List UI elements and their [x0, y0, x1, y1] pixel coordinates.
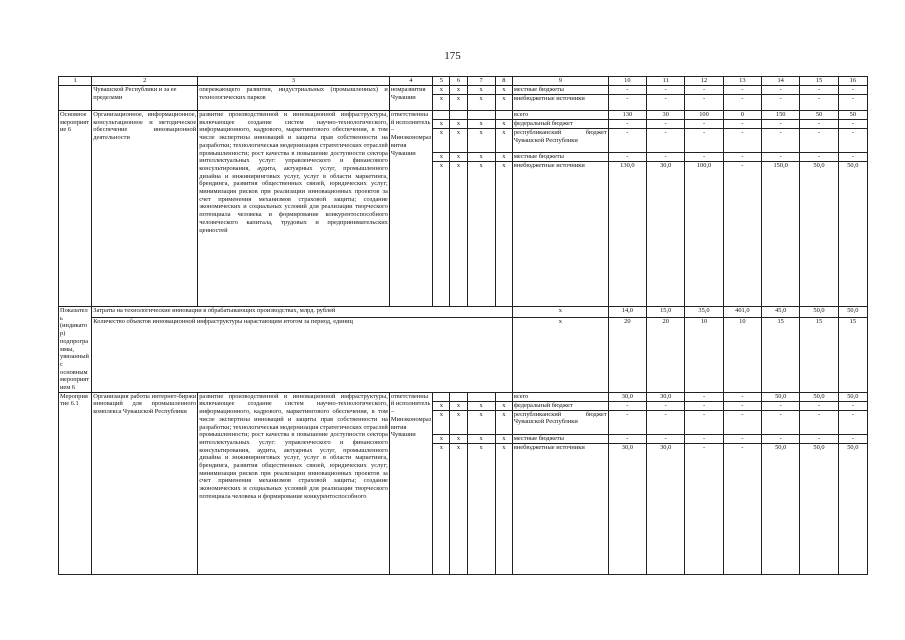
- value-cell: -: [647, 86, 685, 95]
- value-cell: -: [762, 86, 800, 95]
- value-cell: -: [685, 95, 723, 111]
- header-row: [59, 77, 868, 86]
- value-cell: 130: [608, 111, 646, 120]
- value-cell: -: [800, 401, 838, 410]
- value-cell: 50,0: [762, 392, 800, 401]
- value-cell: -: [762, 410, 800, 434]
- funding-table: [58, 76, 868, 575]
- x-mark-cell: x: [467, 153, 495, 162]
- value-cell: -: [608, 95, 646, 111]
- value-cell: 50,0: [838, 443, 867, 574]
- event-name-cell: Организация работы интернет-биржи инноваций для промышленного комплекса Чувашской Республики: [92, 392, 198, 574]
- event-name-cell: Чувашской Республики и за ее пределами: [92, 86, 198, 111]
- value-cell: 30,0: [647, 162, 685, 307]
- column-header: 6: [450, 77, 467, 86]
- value-cell: 130,0: [608, 162, 646, 307]
- x-mark-cell: x: [433, 120, 450, 129]
- x-mark-cell: x: [433, 86, 450, 95]
- value-cell: -: [685, 443, 723, 574]
- x-mark-cell: x: [467, 410, 495, 434]
- goal-cell: опережающего развития, индустриальных (промышленных) и технологических парков: [198, 86, 390, 111]
- value-cell: -: [762, 95, 800, 111]
- value-cell: -: [723, 410, 761, 434]
- x-mark-cell: x: [450, 434, 467, 443]
- value-cell: -: [723, 95, 761, 111]
- value-cell: -: [608, 153, 646, 162]
- x-mark-cell: [450, 111, 467, 120]
- value-cell: 0: [723, 111, 761, 120]
- funding-source-cell: местные бюджеты: [512, 434, 608, 443]
- value-cell: 15: [800, 318, 838, 393]
- x-mark-cell: x: [467, 86, 495, 95]
- value-cell: -: [762, 434, 800, 443]
- x-mark-cell: [467, 392, 495, 401]
- value-cell: -: [685, 392, 723, 401]
- value-cell: -: [685, 120, 723, 129]
- value-cell: 50: [800, 111, 838, 120]
- x-mark-cell: x: [433, 401, 450, 410]
- x-mark-cell: [433, 392, 450, 401]
- value-cell: -: [800, 434, 838, 443]
- value-cell: 15: [762, 318, 800, 393]
- value-cell: -: [800, 153, 838, 162]
- value-cell: -: [723, 162, 761, 307]
- value-cell: -: [647, 120, 685, 129]
- column-header: 12: [685, 77, 723, 86]
- column-header: 2: [92, 77, 198, 86]
- value-cell: 30,0: [608, 392, 646, 401]
- goal-cell: развитие производственной и инновационной инфраструктуры, включающее создание систем научно-технологического, информационного, кадрового, маркетингового обеспечения, в том числе экспертизы инноваций и защиты прав собственности на разработки; технологическая модернизация стратегических отраслей промышленности; рост качества в повышение доступности сектора интеллектуальных услуг: управленческого и финансового консультирования, аудита, актуарных услуг, промышленного дизайна и инжиниринговых услуг, услуг в области маркетинга, брендинга, развития общественных связей, юридических услуг; минимизация рисков при реализации инновационных проектов за счет применения механизмов страховой защиты; создание экономических и социальных условий для реализации творческого потенциала человека и формирование конкурентоспособного: [198, 392, 390, 574]
- x-mark-cell: x: [495, 443, 512, 574]
- funding-source-cell: внебюджетные источники: [512, 443, 608, 574]
- indicator-label-cell: Показатель (индикатор) подпрограммы, увязанный с основным мероприятием 6: [59, 307, 92, 393]
- column-header: 14: [762, 77, 800, 86]
- value-cell: -: [723, 401, 761, 410]
- event-label-cell: Мероприятие 6.1: [59, 392, 92, 574]
- column-header: 8: [495, 77, 512, 86]
- funding-source-cell: федеральный бюджет: [512, 401, 608, 410]
- value-cell: 30,0: [608, 443, 646, 574]
- value-cell: -: [762, 153, 800, 162]
- funding-source-cell: республиканский бюджет Чувашской Республики: [512, 129, 608, 153]
- column-header: 11: [647, 77, 685, 86]
- column-header: 5: [433, 77, 450, 86]
- x-mark-cell: x: [495, 434, 512, 443]
- value-cell: -: [647, 410, 685, 434]
- value-cell: 30: [647, 111, 685, 120]
- value-cell: -: [838, 410, 867, 434]
- value-cell: -: [685, 410, 723, 434]
- value-cell: -: [685, 86, 723, 95]
- table-row: [59, 392, 868, 401]
- x-mark-cell: x: [467, 120, 495, 129]
- value-cell: -: [608, 120, 646, 129]
- x-mark-cell: x: [512, 318, 608, 393]
- column-header: 3: [198, 77, 390, 86]
- value-cell: 50,0: [800, 392, 838, 401]
- funding-source-cell: местные бюджеты: [512, 153, 608, 162]
- table-row: [59, 86, 868, 95]
- value-cell: 30,0: [647, 392, 685, 401]
- x-mark-cell: x: [450, 95, 467, 111]
- executor-cell: ответственный исполнитель – Минэкономразвития Чувашии: [389, 392, 432, 574]
- x-mark-cell: x: [450, 401, 467, 410]
- value-cell: -: [723, 392, 761, 401]
- value-cell: -: [685, 153, 723, 162]
- x-mark-cell: x: [450, 120, 467, 129]
- value-cell: -: [762, 129, 800, 153]
- column-header: 10: [608, 77, 646, 86]
- value-cell: -: [608, 434, 646, 443]
- value-cell: 50,0: [838, 162, 867, 307]
- x-mark-cell: x: [433, 410, 450, 434]
- x-mark-cell: x: [495, 129, 512, 153]
- value-cell: -: [800, 120, 838, 129]
- value-cell: 45,0: [762, 307, 800, 318]
- x-mark-cell: x: [495, 120, 512, 129]
- value-cell: -: [723, 129, 761, 153]
- x-mark-cell: [467, 111, 495, 120]
- value-cell: 50: [838, 111, 867, 120]
- value-cell: 14,0: [608, 307, 646, 318]
- value-cell: -: [647, 153, 685, 162]
- value-cell: 50,0: [800, 307, 838, 318]
- value-cell: -: [647, 401, 685, 410]
- value-cell: 10: [685, 318, 723, 393]
- x-mark-cell: x: [450, 129, 467, 153]
- value-cell: 150: [762, 111, 800, 120]
- x-mark-cell: x: [467, 434, 495, 443]
- value-cell: -: [762, 120, 800, 129]
- funding-source-cell: местные бюджеты: [512, 86, 608, 95]
- value-cell: -: [723, 443, 761, 574]
- value-cell: -: [723, 434, 761, 443]
- column-header: 1: [59, 77, 92, 86]
- value-cell: -: [838, 120, 867, 129]
- value-cell: -: [800, 410, 838, 434]
- value-cell: -: [647, 95, 685, 111]
- indicator-text-cell: Количество объектов инновационной инфраструктуры нарастающим итогом за период, единиц: [92, 318, 513, 393]
- funding-source-cell: всего: [512, 392, 608, 401]
- column-header: 4: [389, 77, 432, 86]
- x-mark-cell: x: [467, 129, 495, 153]
- x-mark-cell: x: [433, 129, 450, 153]
- value-cell: 50,0: [838, 392, 867, 401]
- value-cell: -: [647, 129, 685, 153]
- x-mark-cell: [495, 392, 512, 401]
- value-cell: -: [685, 401, 723, 410]
- x-mark-cell: [433, 111, 450, 120]
- indicator-row: [59, 307, 868, 318]
- value-cell: 50,0: [800, 443, 838, 574]
- value-cell: 15: [838, 318, 867, 393]
- x-mark-cell: x: [433, 434, 450, 443]
- value-cell: -: [723, 120, 761, 129]
- empty-cell: [59, 86, 92, 111]
- value-cell: 50,0: [800, 162, 838, 307]
- value-cell: -: [762, 401, 800, 410]
- x-mark-cell: x: [495, 162, 512, 307]
- value-cell: 100,0: [685, 162, 723, 307]
- table-row: [59, 111, 868, 120]
- value-cell: -: [685, 434, 723, 443]
- value-cell: -: [800, 129, 838, 153]
- value-cell: 50,0: [838, 307, 867, 318]
- x-mark-cell: x: [495, 86, 512, 95]
- funding-source-cell: внебюджетные источники: [512, 95, 608, 111]
- funding-source-cell: внебюджетные источники: [512, 162, 608, 307]
- x-mark-cell: x: [467, 162, 495, 307]
- value-cell: 15,0: [647, 307, 685, 318]
- value-cell: 35,0: [685, 307, 723, 318]
- x-mark-cell: x: [495, 410, 512, 434]
- indicator-row: [59, 318, 868, 393]
- value-cell: 401,0: [723, 307, 761, 318]
- value-cell: -: [723, 86, 761, 95]
- value-cell: 20: [608, 318, 646, 393]
- x-mark-cell: x: [495, 95, 512, 111]
- value-cell: 50,0: [762, 443, 800, 574]
- event-name-cell: Организационное, информационное, консультационное и методическое обеспечение инновационной деятельности: [92, 111, 198, 307]
- event-label-cell: Основное мероприятие 6: [59, 111, 92, 307]
- x-mark-cell: x: [467, 443, 495, 574]
- goal-cell: развитие производственной и инновационной инфраструктуры, включающее создание систем научно-технологического, информационного, кадрового, маркетингового обеспечения, в том числе экспертизы инноваций и защиты прав собственности на разработки; технологическая модернизация стратегических отраслей промышленности; рост качества в повышение доступности сектора интеллектуальных услуг: управленческого и финансового консультирования, аудита, актуарных услуг, промышленного дизайна и инжиниринговых услуг, услуг в области маркетинга, брендинга, развития общественных связей, юридических услуг; минимизация рисков при реализации инновационных проектов за счет применения механизмов страховой защиты; создание экономических и социальных условий для реализации творческого потенциала человека и формирование конкурентоспособного человеческого капитала, трудовых и предпринимательских ценностей: [198, 111, 390, 307]
- x-mark-cell: [495, 111, 512, 120]
- x-mark-cell: x: [433, 162, 450, 307]
- value-cell: -: [800, 95, 838, 111]
- value-cell: -: [838, 95, 867, 111]
- value-cell: 100: [685, 111, 723, 120]
- x-mark-cell: x: [512, 307, 608, 318]
- value-cell: -: [838, 401, 867, 410]
- funding-source-cell: всего: [512, 111, 608, 120]
- column-header: 15: [800, 77, 838, 86]
- value-cell: 30,0: [647, 443, 685, 574]
- column-header: 7: [467, 77, 495, 86]
- x-mark-cell: x: [450, 443, 467, 574]
- x-mark-cell: x: [495, 401, 512, 410]
- value-cell: -: [838, 153, 867, 162]
- x-mark-cell: x: [467, 95, 495, 111]
- value-cell: -: [838, 434, 867, 443]
- indicator-text-cell: Затраты на технологические инновации в обрабатывающих производствах, млрд. рублей: [92, 307, 513, 318]
- column-header: 9: [512, 77, 608, 86]
- value-cell: 150,0: [762, 162, 800, 307]
- executor-cell: ответственный исполнитель – Минэкономразвития Чувашии: [389, 111, 432, 307]
- value-cell: -: [838, 86, 867, 95]
- x-mark-cell: x: [433, 95, 450, 111]
- value-cell: -: [608, 86, 646, 95]
- column-header: 16: [838, 77, 867, 86]
- x-mark-cell: x: [450, 86, 467, 95]
- value-cell: -: [608, 129, 646, 153]
- value-cell: -: [608, 401, 646, 410]
- column-header: 13: [723, 77, 761, 86]
- page-number: 175: [444, 50, 461, 62]
- executor-cell: номразвития Чувашии: [389, 86, 432, 111]
- x-mark-cell: x: [467, 401, 495, 410]
- value-cell: -: [647, 434, 685, 443]
- funding-source-cell: республиканский бюджет Чувашской Республики: [512, 410, 608, 434]
- value-cell: -: [608, 410, 646, 434]
- value-cell: 10: [723, 318, 761, 393]
- x-mark-cell: x: [450, 153, 467, 162]
- x-mark-cell: x: [433, 153, 450, 162]
- x-mark-cell: x: [450, 410, 467, 434]
- funding-source-cell: федеральный бюджет: [512, 120, 608, 129]
- x-mark-cell: x: [495, 153, 512, 162]
- x-mark-cell: x: [433, 443, 450, 574]
- x-mark-cell: [450, 392, 467, 401]
- value-cell: -: [838, 129, 867, 153]
- value-cell: 20: [647, 318, 685, 393]
- value-cell: -: [723, 153, 761, 162]
- x-mark-cell: x: [450, 162, 467, 307]
- value-cell: -: [800, 86, 838, 95]
- value-cell: -: [685, 129, 723, 153]
